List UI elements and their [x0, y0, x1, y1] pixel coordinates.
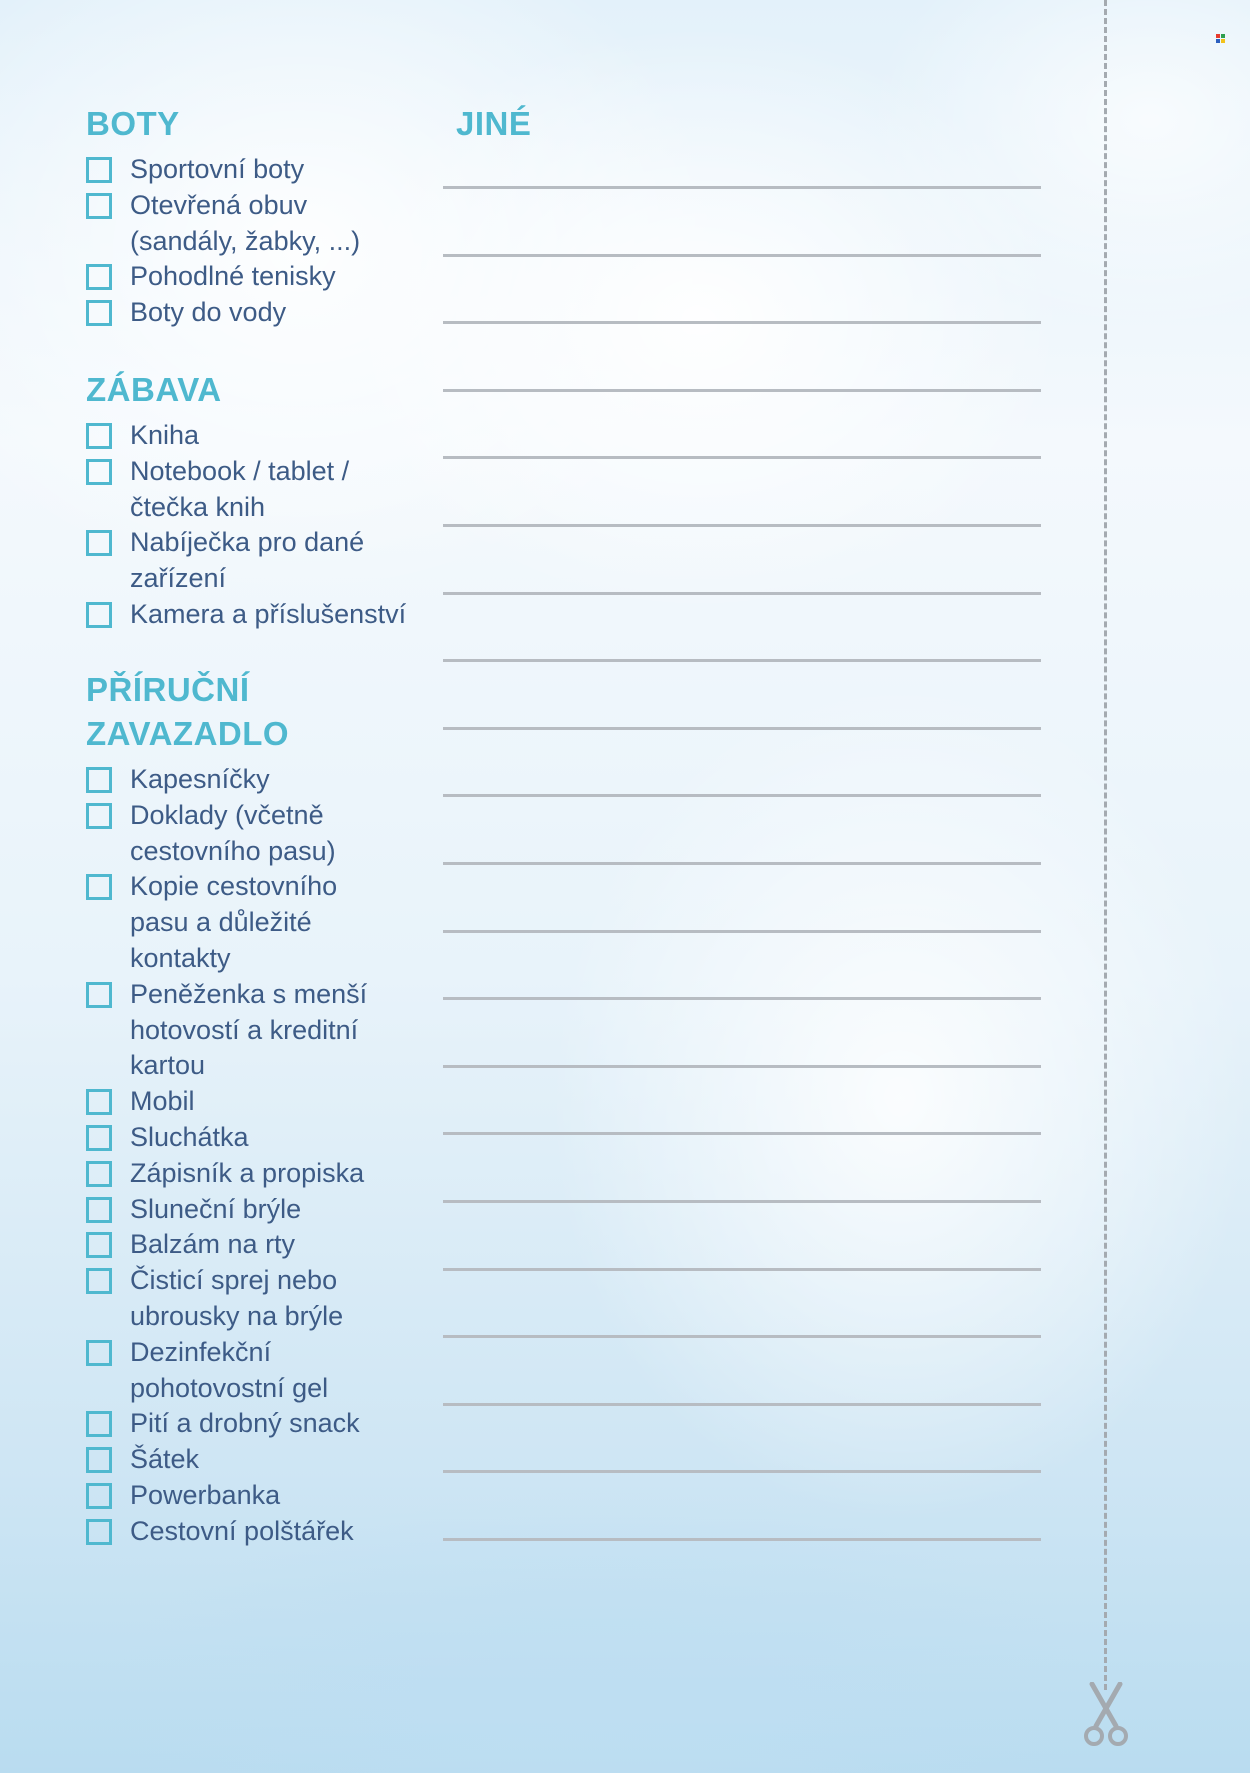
- checkbox-icon[interactable]: [86, 459, 112, 485]
- checklist-item-label: Kopie cestovního pasu a důležité kontakty: [130, 871, 338, 973]
- checkbox-icon[interactable]: [86, 1268, 112, 1294]
- checkbox-icon[interactable]: [86, 1161, 112, 1187]
- checkbox-icon[interactable]: [86, 1089, 112, 1115]
- checklist-item[interactable]: [86, 1120, 400, 1156]
- checklist-item[interactable]: [86, 454, 400, 526]
- write-in-line[interactable]: [443, 659, 1041, 662]
- write-in-line[interactable]: [443, 592, 1041, 595]
- section-heading-boty: BOTY: [86, 105, 180, 142]
- checklist-item-label: Balzám na rty: [130, 1229, 296, 1260]
- write-in-line[interactable]: [443, 930, 1041, 933]
- checkbox-icon[interactable]: [86, 1125, 112, 1151]
- checklist-item-label: Sluchátka: [130, 1121, 249, 1152]
- checklist-item[interactable]: [86, 525, 400, 597]
- scissors-icon: [1082, 1682, 1130, 1748]
- checklist-item-label: Kapesníčky: [130, 764, 270, 794]
- checkbox-icon[interactable]: [86, 1483, 112, 1509]
- write-in-line[interactable]: [443, 1403, 1041, 1406]
- checklist-zabava: [86, 418, 470, 633]
- checklist-item[interactable]: [86, 188, 370, 260]
- checkbox-icon[interactable]: [86, 193, 112, 219]
- write-in-line[interactable]: [443, 1335, 1041, 1338]
- write-in-line[interactable]: [443, 862, 1041, 865]
- checkbox-icon[interactable]: [86, 264, 112, 290]
- checklist-item[interactable]: [86, 1227, 400, 1263]
- write-in-line[interactable]: [443, 1132, 1041, 1135]
- checklist-item[interactable]: [86, 869, 370, 976]
- checklist-item[interactable]: [86, 1156, 400, 1192]
- checklist-item-label: Boty do vody: [130, 297, 287, 328]
- checkbox-icon[interactable]: [86, 1519, 112, 1545]
- checklist-item-label: Peněženka s menší hotovostí a kreditní kartou: [130, 978, 368, 1081]
- cut-line: [1104, 0, 1107, 1690]
- checklist-item[interactable]: [86, 1084, 400, 1120]
- checkbox-icon[interactable]: [86, 1232, 112, 1258]
- write-in-line[interactable]: [443, 456, 1041, 459]
- checkbox-icon[interactable]: [86, 423, 112, 449]
- checkbox-icon[interactable]: [86, 1197, 112, 1223]
- checklist-item[interactable]: [86, 418, 470, 454]
- checklist-item-label: Otevřená obuv (sandály, žabky, ...): [130, 189, 361, 256]
- checklist-item[interactable]: [86, 152, 370, 188]
- checklist-item[interactable]: [86, 1335, 400, 1407]
- checklist-item-label: Čisticí sprej nebo ubrousky na brýle: [130, 1265, 344, 1331]
- checklist-prirucni-zavazadlo: [86, 762, 400, 1550]
- logo-icon: [1216, 34, 1225, 43]
- checklist-item-label: Sluneční brýle: [130, 1193, 302, 1224]
- checklist-item-label: Doklady (včetně cestovního pasu): [130, 799, 336, 866]
- checklist-item[interactable]: [86, 762, 400, 798]
- checklist-item-label: Sportovní boty: [130, 154, 305, 184]
- checkbox-icon[interactable]: [86, 874, 112, 900]
- checklist-boty: [86, 152, 370, 331]
- checklist-item-label: Pití a drobný snack: [130, 1408, 360, 1439]
- checklist-item-label: Šátek: [130, 1444, 200, 1475]
- checkbox-icon[interactable]: [86, 1447, 112, 1473]
- checkbox-icon[interactable]: [86, 803, 112, 829]
- checklist-item[interactable]: [86, 977, 400, 1084]
- checkbox-icon[interactable]: [86, 602, 112, 628]
- checklist-item-label: Notebook / tablet / čtečka knih: [130, 455, 350, 522]
- section-heading-jine: JINÉ: [456, 105, 532, 142]
- checkbox-icon[interactable]: [86, 767, 112, 793]
- checklist-item[interactable]: [86, 1192, 400, 1228]
- checklist-item-label: Powerbanka: [130, 1479, 281, 1510]
- write-in-line[interactable]: [443, 186, 1041, 189]
- checklist-item[interactable]: [86, 1263, 400, 1335]
- checklist-item[interactable]: [86, 1406, 400, 1442]
- checklist-item-label: Kamera a příslušenství: [130, 598, 407, 629]
- checklist-item[interactable]: [86, 1442, 400, 1478]
- checklist-item-label: Dezinfekční pohotovostní gel: [130, 1336, 329, 1403]
- checklist-item-label: Mobil: [130, 1086, 195, 1117]
- checklist-item-label: Pohodlné tenisky: [130, 261, 336, 292]
- checklist-item-label: Kniha: [130, 420, 200, 450]
- checklist-item[interactable]: [86, 295, 370, 331]
- section-heading-zabava: ZÁBAVA: [86, 371, 222, 408]
- heading-line: PŘÍRUČNÍ: [86, 671, 250, 708]
- checkbox-icon[interactable]: [86, 1411, 112, 1437]
- checklist-item[interactable]: [86, 597, 470, 633]
- checklist-item[interactable]: [86, 798, 380, 870]
- checklist-item-label: Cestovní polštářek: [130, 1515, 354, 1546]
- write-in-line[interactable]: [443, 321, 1041, 324]
- write-in-line[interactable]: [443, 1065, 1041, 1068]
- checklist-item[interactable]: [86, 1514, 400, 1550]
- write-in-line[interactable]: [443, 727, 1041, 730]
- write-in-line[interactable]: [443, 389, 1041, 392]
- checkbox-icon[interactable]: [86, 157, 112, 183]
- write-in-line[interactable]: [443, 1200, 1041, 1203]
- write-in-line[interactable]: [443, 524, 1041, 527]
- write-in-line[interactable]: [443, 1268, 1041, 1271]
- section-heading-prirucni-zavazadlo: [86, 668, 289, 756]
- checklist-item-label: Nabíječka pro dané zařízení: [130, 527, 365, 594]
- write-in-line[interactable]: [443, 997, 1041, 1000]
- checkbox-icon[interactable]: [86, 530, 112, 556]
- checklist-item[interactable]: [86, 259, 370, 295]
- checklist-item[interactable]: [86, 1478, 400, 1514]
- write-in-line[interactable]: [443, 1538, 1041, 1541]
- write-in-line[interactable]: [443, 794, 1041, 797]
- write-in-line[interactable]: [443, 1470, 1041, 1473]
- heading-line: ZAVAZADLO: [86, 715, 290, 752]
- write-in-line[interactable]: [443, 254, 1041, 257]
- checkbox-icon[interactable]: [86, 1340, 112, 1366]
- checklist-item-label: Zápisník a propiska: [130, 1157, 365, 1188]
- checkbox-icon[interactable]: [86, 982, 112, 1008]
- checkbox-icon[interactable]: [86, 300, 112, 326]
